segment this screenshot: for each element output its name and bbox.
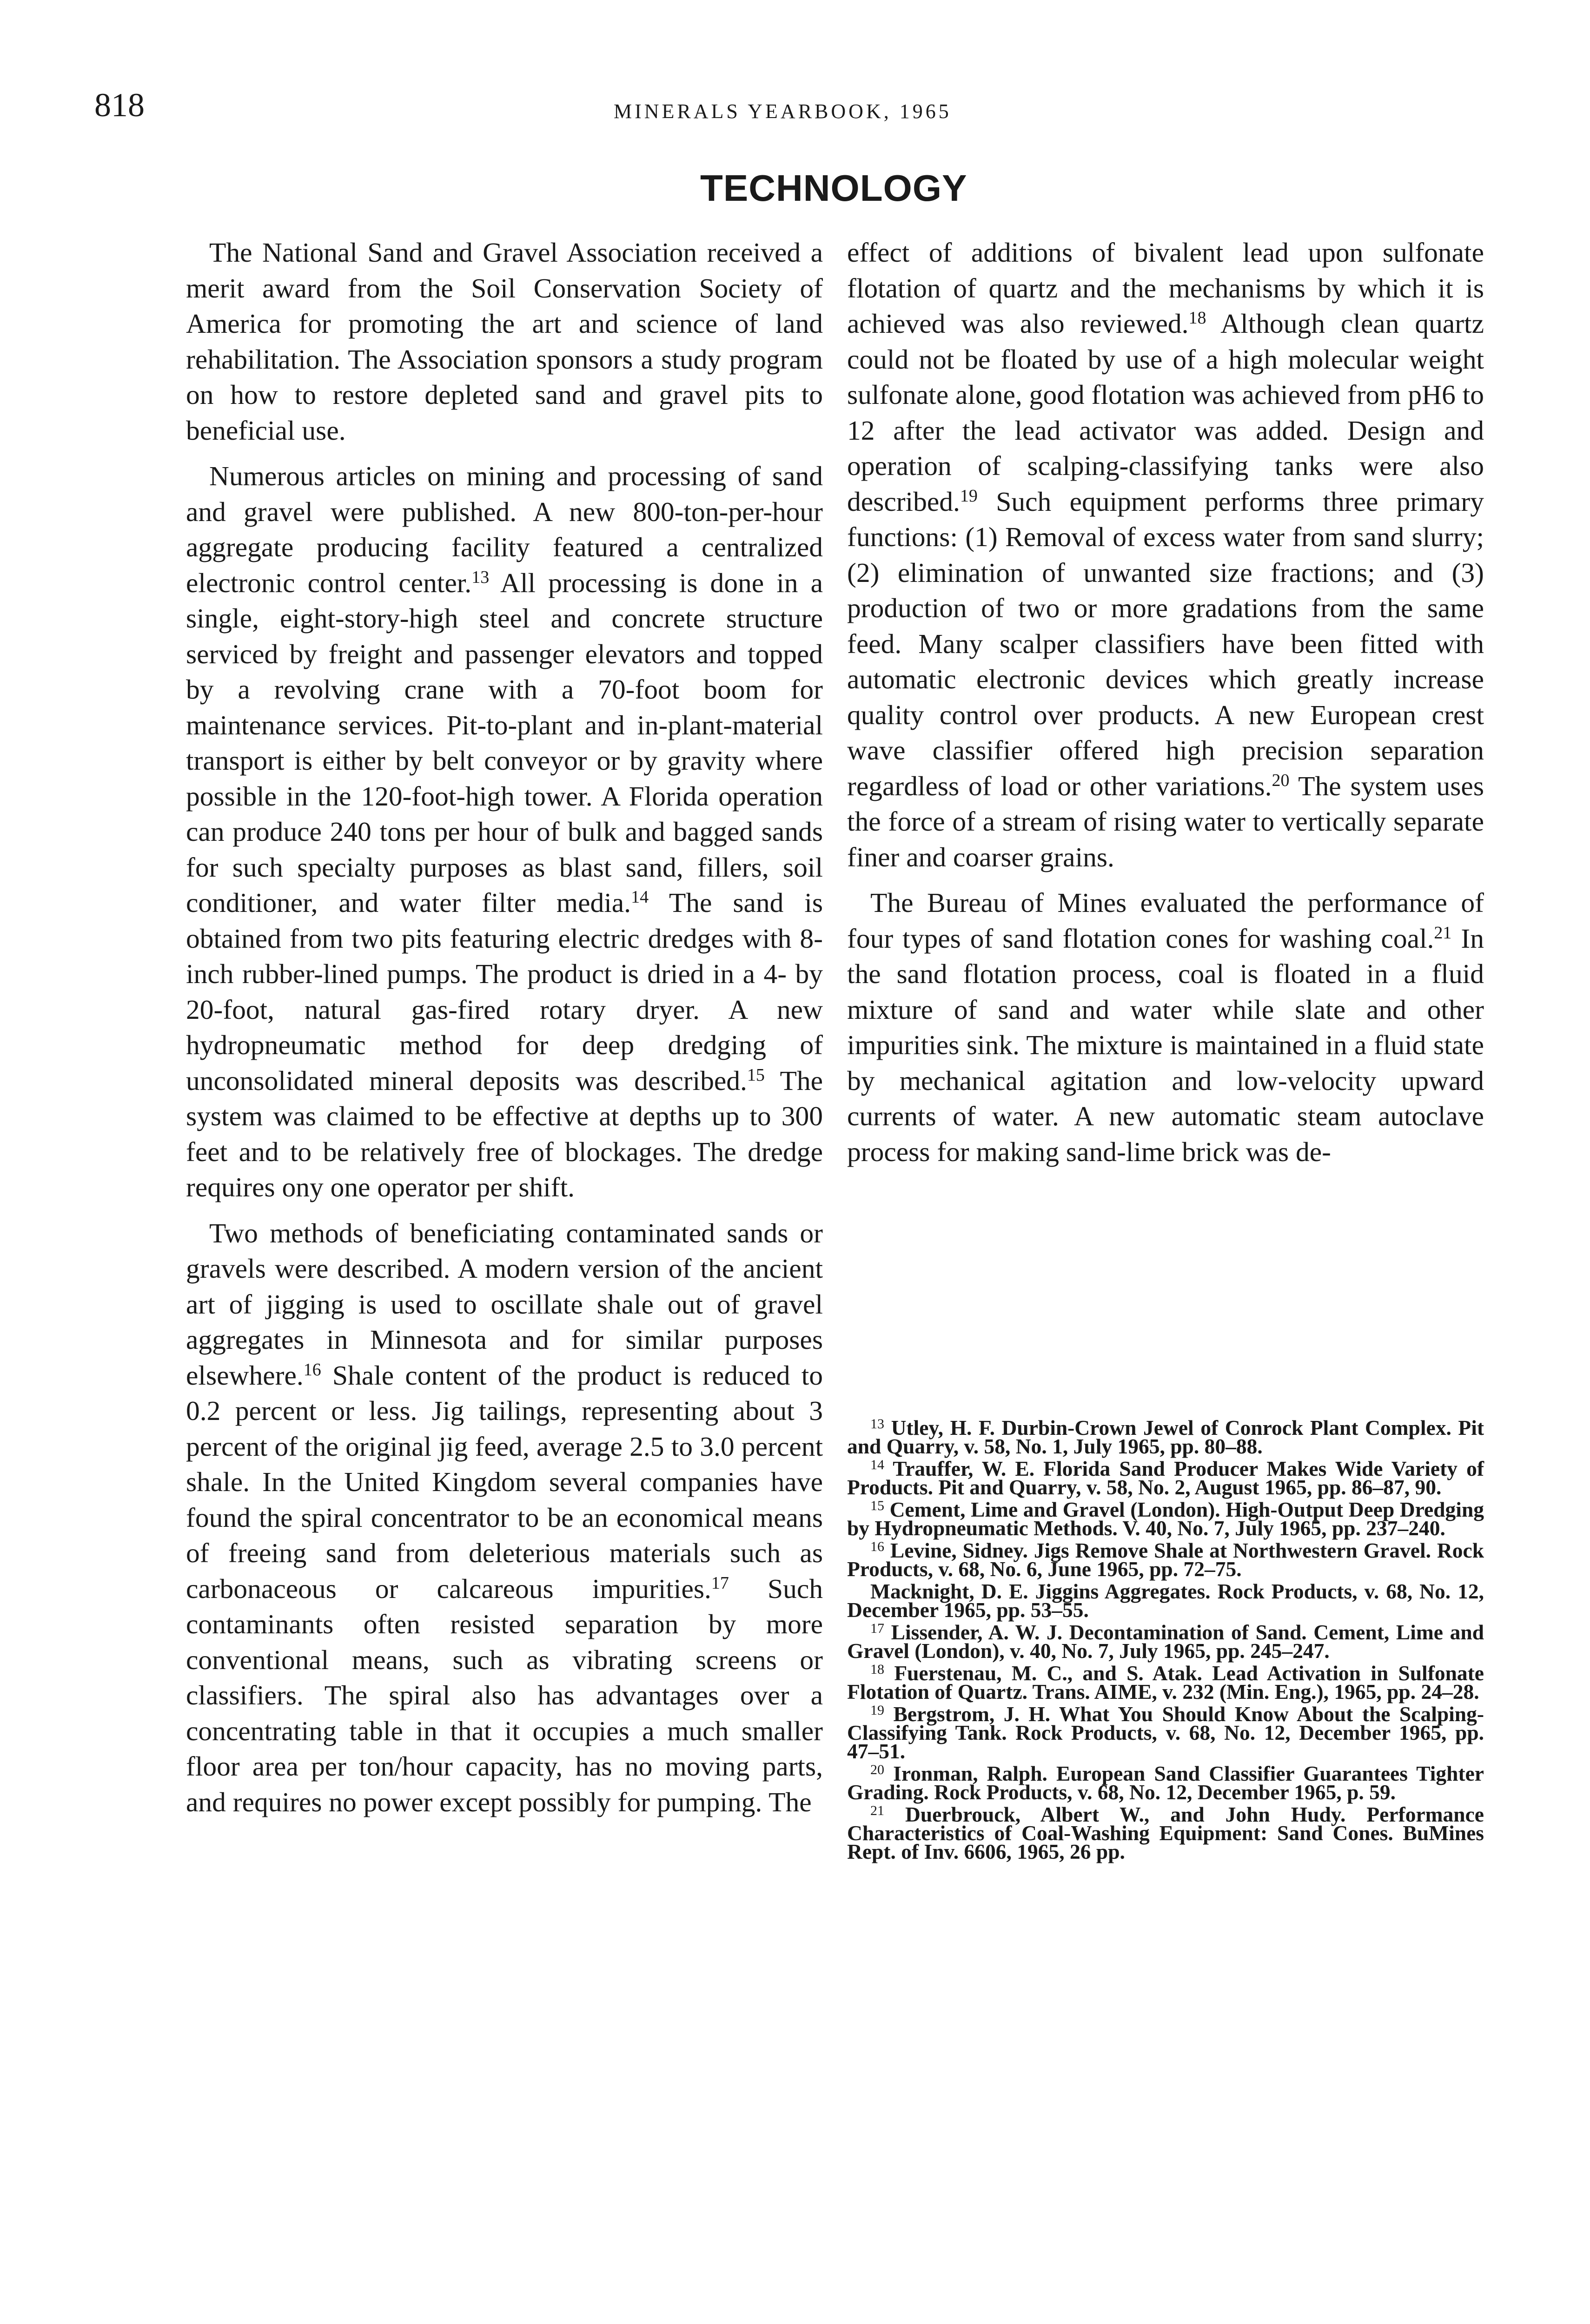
footnote-number: 18: [870, 1662, 884, 1677]
footnote: [847, 1661, 1484, 1703]
footnote-ref: 17: [711, 1573, 729, 1593]
footnote-number: 19: [870, 1703, 884, 1718]
footnote: [847, 1579, 1484, 1622]
footnote: [847, 1416, 1484, 1458]
paragraph: [847, 235, 1484, 875]
footnote: [847, 1500, 1484, 1538]
paragraph-text: Numerous articles on mining and processing of sand and gravel were published. A new 800-ton-per-hour aggregate producing facility featured a centralized electronic control center.: [186, 461, 823, 598]
footnote-ref: 13: [471, 567, 490, 587]
paragraph: [186, 458, 823, 1205]
left-column: [186, 235, 823, 1830]
paragraph-text: All processing is done in a single, eight-story-high steel and concrete structure serviced by freight and passenger elevators and topped by a revolving crane with a 70-foot boom for maintenance services. Pit-to-plant and in-plant-material transport is either by belt conveyor or by gravity where possible in the 120-foot-high tower. A Florida operation can produce 240 tons per hour of bulk and bagged sands for such specialty purposes as blast sand, fillers, soil conditioner, and water filter media.: [186, 567, 823, 918]
footnote-ref: 21: [1434, 923, 1452, 943]
footnote-number: 21: [870, 1803, 884, 1818]
footnote-ref: 19: [960, 486, 978, 506]
footnote: [847, 1764, 1484, 1802]
footnote-text: Bergstrom, J. H. What You Should Know About the Scalping-Classifying Tank. Rock Products, v. 68, No. 12, December 1965, pp. 47–51.: [847, 1702, 1484, 1763]
footnote-number: 17: [870, 1621, 884, 1636]
paragraph: [186, 1215, 823, 1820]
footnote-number: 15: [870, 1498, 884, 1513]
footnote-text: Lissender, A. W. J. Decontamination of Sand. Cement, Lime and Gravel (London), v. 40, No. 7, July 1965, pp. 245–247.: [847, 1620, 1484, 1663]
paragraph-text: Such contaminants often resisted separation by more conventional means, such as vibrating screens or classifiers. The spiral also has advantages over a concentrating table in that it occupies a much smaller floor area per ton/hour capacity, has no moving parts, and requires no power except possibly for pumping. The: [186, 1573, 823, 1817]
paragraph-text: Such equipment performs three primary functions: (1) Removal of excess water from sand slurry; (2) elimination of unwanted size fractions; and (3) production of two or more gradations from the same feed. Many scalper classifiers have been fitted with automatic electronic devices which greatly increase quality control over products. A new European crest wave classifier offered high precision separation regardless of load or other variations.: [847, 486, 1484, 801]
footnote-ref: 18: [1188, 308, 1206, 328]
footnote-ref: 20: [1272, 770, 1290, 790]
footnote-text: Ironman, Ralph. European Sand Classifier Guarantees Tighter Grading. Rock Products, v. 68, No. 12, December 1965, p. 59.: [847, 1762, 1484, 1804]
paragraph: [847, 885, 1484, 1169]
footnote-text: Macknight, D. E. Jiggins Aggregates. Rock Products, v. 68, No. 12, December 1965, pp. 53–55.: [847, 1579, 1484, 1622]
footnotes: [847, 1416, 1484, 1865]
page-number: 818: [94, 86, 145, 124]
footnote: [847, 1538, 1484, 1581]
paragraph-text: effect of additions of bivalent lead upon sulfonate flotation of quartz and the mechanisms by which it is achieved was also reviewed.: [847, 237, 1484, 339]
footnote-text: Utley, H. F. Durbin-Crown Jewel of Conrock Plant Complex. Pit and Quarry, v. 58, No. 1, July 1965, pp. 80–88.: [847, 1416, 1484, 1458]
running-head: MINERALS YEARBOOK, 1965: [614, 100, 952, 123]
paragraph-text: The sand is obtained from two pits featuring electric dredges with 8-inch rubber-lined pumps. The product is dried in a 4- by 20-foot, natural gas-fired rotary dryer. A new hydropneumatic method for deep dredging of unconsolidated mineral deposits was described.: [186, 887, 823, 1096]
footnote-number: 14: [870, 1457, 884, 1472]
footnote: [847, 1459, 1484, 1497]
footnote-text: Duerbrouck, Albert W., and John Hudy. Performance Characteristics of Coal-Washing Equipment: Sand Cones. BuMines Rept. of Inv. 6606, 1965, 26 pp.: [847, 1802, 1484, 1863]
footnote-number: 16: [870, 1539, 884, 1554]
footnote-text: Cement, Lime and Gravel (London). High-Output Deep Dredging by Hydropneumatic Methods. V. 40, No. 7, July 1965, pp. 237–240.: [847, 1498, 1484, 1540]
footnote-ref: 14: [631, 887, 649, 907]
footnote-text: Trauffer, W. E. Florida Sand Producer Makes Wide Variety of Products. Pit and Quarry, v. 58, No. 2, August 1965, pp. 86–87, 90.: [847, 1457, 1484, 1499]
paragraph-text: In the sand flotation process, coal is floated in a fluid mixture of sand and water while slate and other impurities sink. The mixture is maintained in a fluid state by mechanical agitation and low-velocity upward currents of water. A new automatic steam autoclave process for making sand-lime brick was de-: [847, 923, 1484, 1167]
footnote-number: 13: [870, 1416, 884, 1432]
paragraph-text: Although clean quartz could not be floated by use of a high molecular weight sulfonate alone, good flotation was achieved from pH6 to 12 after the lead activator was added. Design and operation of scalping-classifying tanks were also described.: [847, 308, 1484, 517]
footnote-number: 20: [870, 1762, 884, 1777]
right-column: [847, 235, 1484, 1180]
paragraph-text: The Bureau of Mines evaluated the performance of four types of sand flotation cones for washing coal.: [847, 887, 1484, 954]
footnote-text: Fuerstenau, M. C., and S. Atak. Lead Activation in Sulfonate Flotation of Quartz. Trans. AIME, v. 232 (Min. Eng.), 1965, pp. 24–28.: [847, 1661, 1484, 1703]
footnote: [847, 1702, 1484, 1763]
section-title: TECHNOLOGY: [700, 167, 967, 209]
paragraph-text: Shale content of the product is reduced to 0.2 percent or less. Jig tailings, representing about 3 percent of the original jig feed, average 2.5 to 3.0 percent shale. In the United Kingdom several companies have found the spiral concentrator to be an economical means of freeing sand from deleterious materials such as carbonaceous or calcareous impurities.: [186, 1360, 823, 1604]
paragraph-text: The system was claimed to be effective at depths up to 300 feet and to be relatively free of blockages. The dredge requires ony one operator per shift.: [186, 1065, 823, 1202]
footnote-ref: 16: [303, 1360, 321, 1380]
footnote: [847, 1802, 1484, 1863]
paragraph-text: The National Sand and Gravel Association received a merit award from the Soil Conservation Society of America for promoting the art and science of land rehabilitation. The Association sponsors a study program on how to restore depleted sand and gravel pits to beneficial use.: [186, 237, 823, 446]
footnote: [847, 1620, 1484, 1663]
footnote-ref: 15: [747, 1065, 765, 1085]
paragraph-text: Two methods of beneficiating contaminated sands or gravels were described. A modern version of the ancient art of jigging is used to oscillate shale out of gravel aggregates in Minnesota and for similar purposes elsewhere.: [186, 1217, 823, 1391]
footnote-text: Levine, Sidney. Jigs Remove Shale at Northwestern Gravel. Rock Products, v. 68, No. 6, June 1965, pp. 72–75.: [847, 1538, 1484, 1581]
paragraph: [186, 235, 823, 448]
paragraph-text: The system uses the force of a stream of rising water to vertically separate finer and coarser grains.: [847, 770, 1484, 872]
